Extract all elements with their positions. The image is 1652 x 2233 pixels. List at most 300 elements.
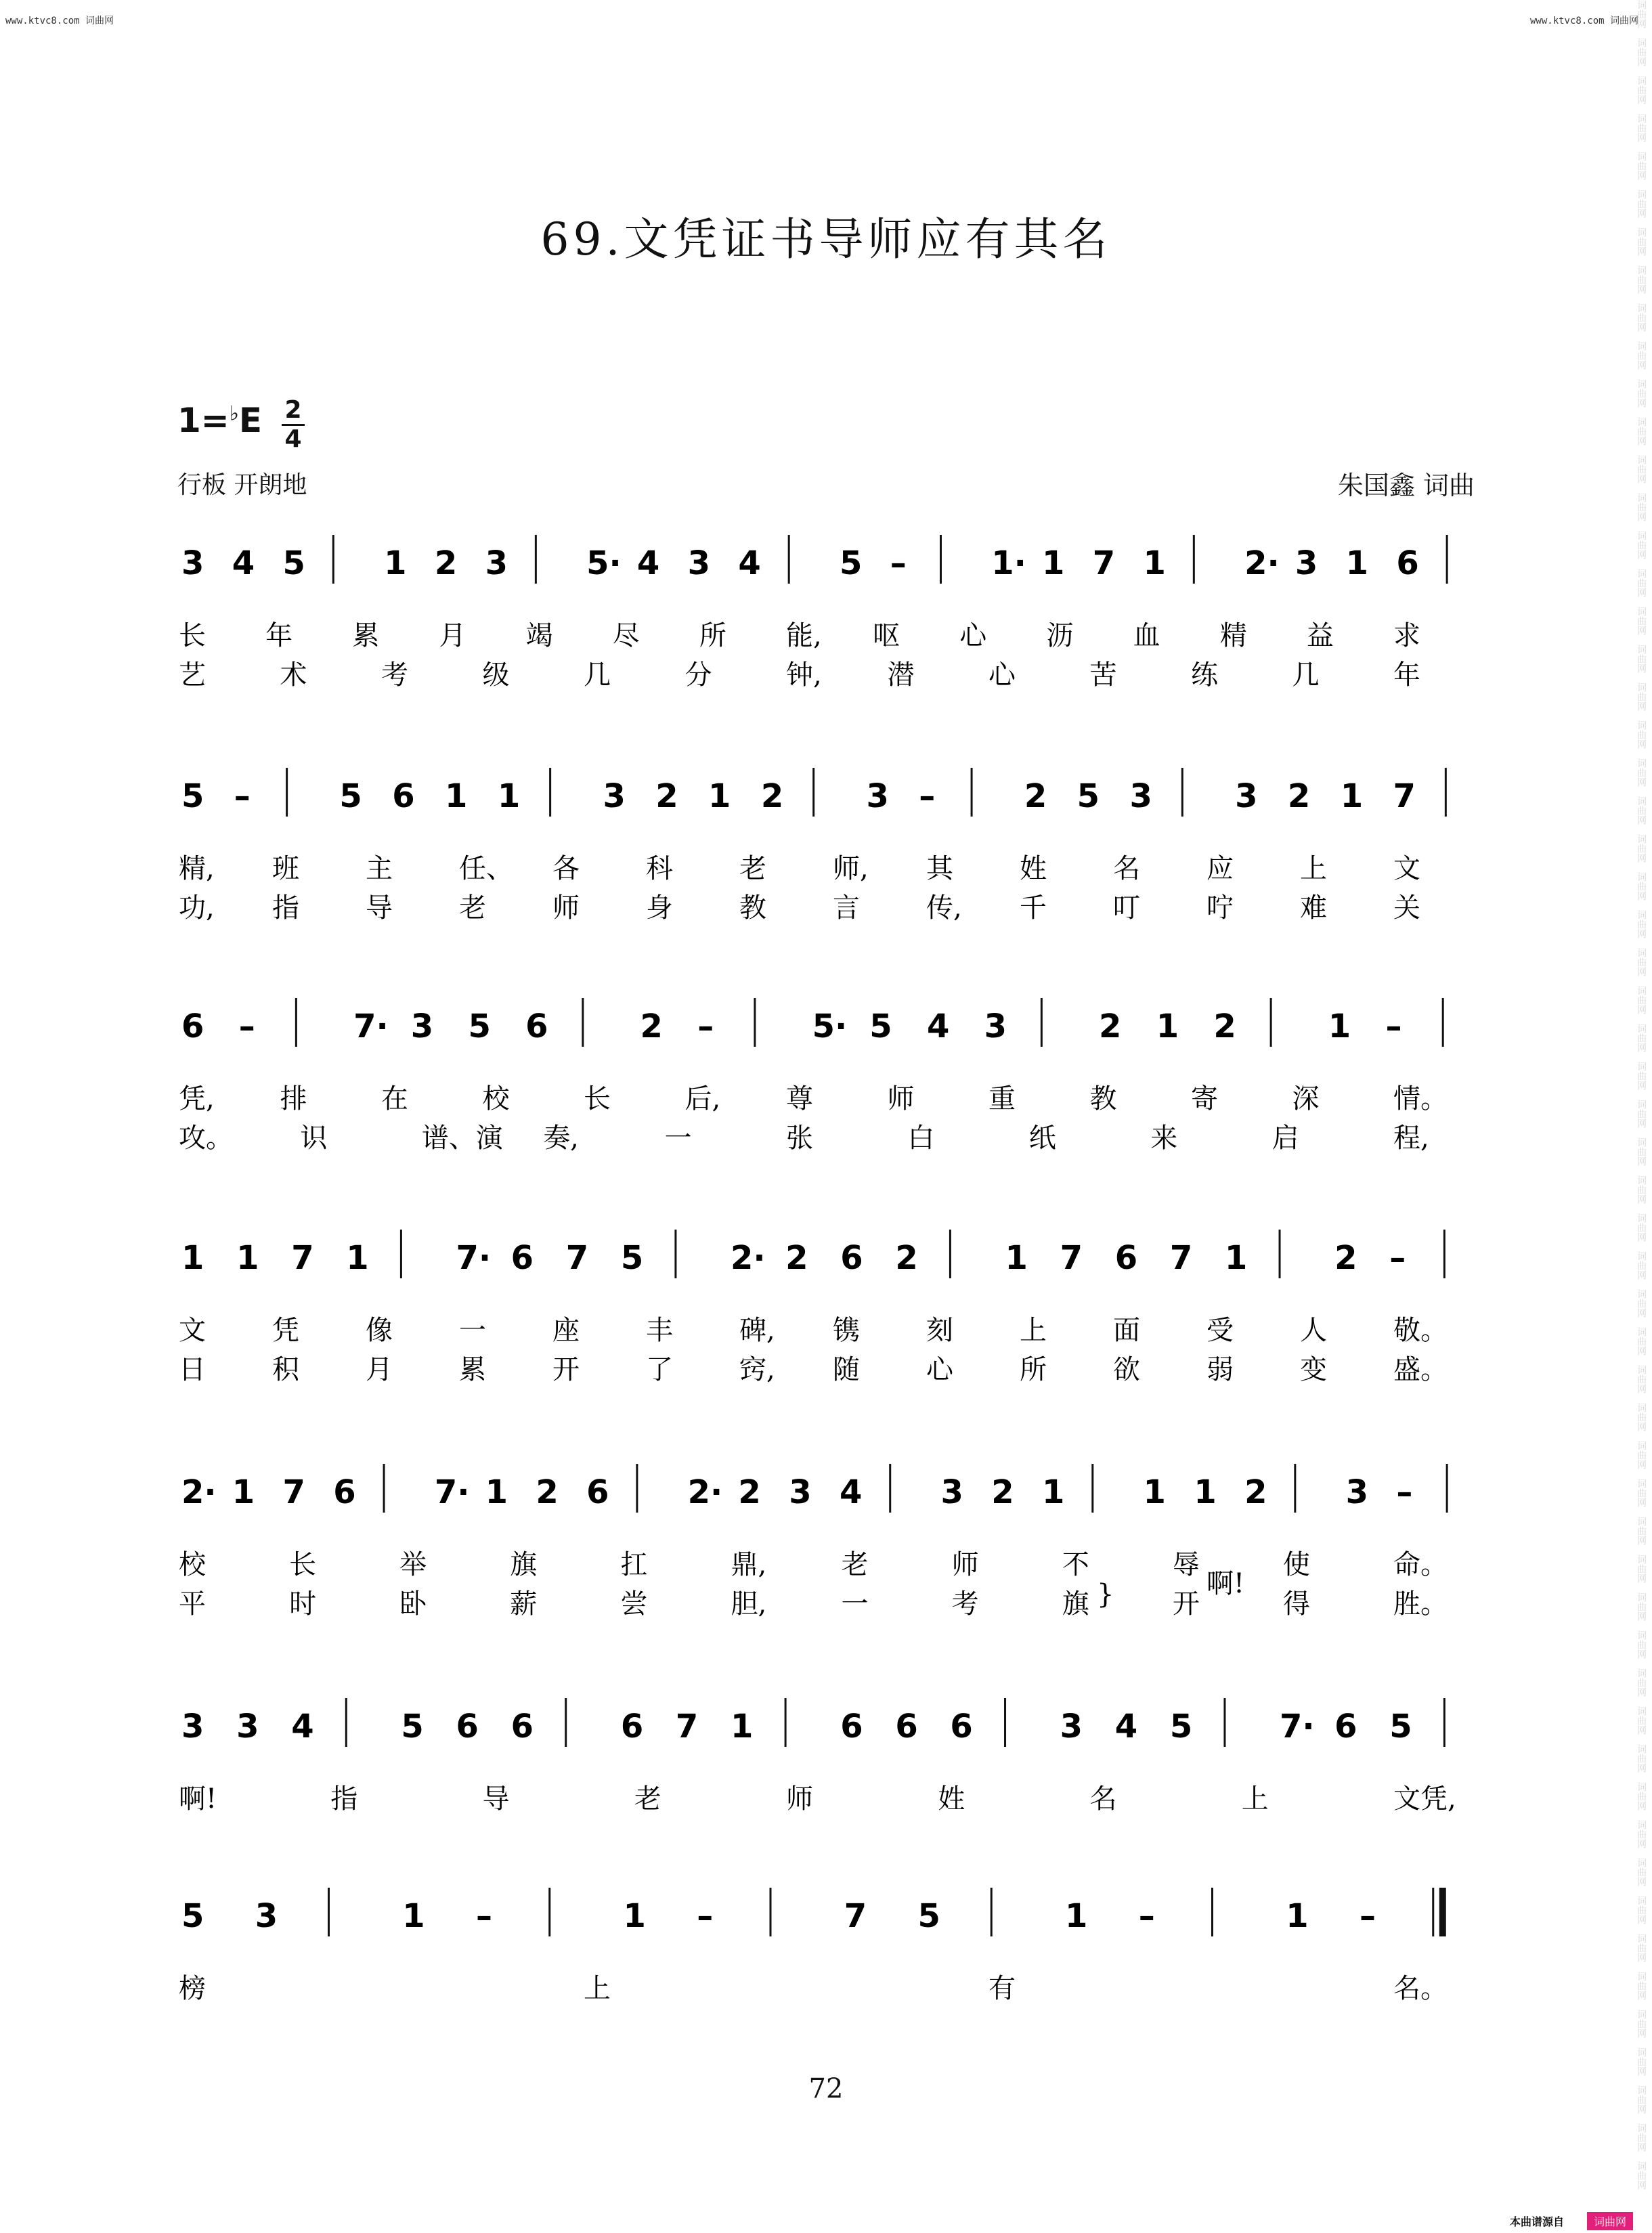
note: 1: [1340, 777, 1364, 815]
note: 3: [984, 1007, 1007, 1045]
lyric-verse2: 叮: [1113, 892, 1140, 924]
note: 3: [236, 1708, 259, 1746]
note: 3: [789, 1473, 812, 1511]
lyric-verse2: 薪: [510, 1588, 538, 1620]
side-watermark-text: 词曲网: [1636, 1289, 1647, 1318]
lyric-verse2: 难: [1300, 892, 1327, 924]
note: 5: [468, 1007, 491, 1045]
note: 1: [1194, 1473, 1217, 1511]
lyric-verse2: 累: [459, 1354, 486, 1385]
side-watermark-text: 词曲网: [1636, 2085, 1647, 2114]
lyric-verse1: 辱: [1172, 1549, 1200, 1580]
lyric-verse1: 长: [584, 1083, 611, 1114]
lyric-verse1: 上: [1020, 1315, 1047, 1346]
lyric-verse2: 一: [841, 1588, 869, 1620]
side-watermark-text: 词曲网: [1636, 227, 1647, 256]
composer-credit: 朱国鑫 词曲: [1337, 471, 1475, 500]
lyric-verse1: 应: [1207, 853, 1234, 884]
side-watermark-text: 词曲网: [1636, 1365, 1647, 1393]
side-watermark-text: 词曲网: [1636, 76, 1647, 104]
lyric-verse1: 情。: [1393, 1083, 1448, 1114]
note: 1: [402, 1897, 425, 1935]
lyric-verse2: 咛: [1207, 892, 1234, 924]
note: 1: [232, 1473, 255, 1511]
lyric-verse1: 月: [439, 620, 466, 651]
note: 3: [1235, 777, 1258, 815]
lyric-verse1: 深: [1292, 1083, 1320, 1114]
lyric-verse2: 练: [1191, 659, 1218, 691]
lyric-verse1: 校: [179, 1549, 206, 1580]
lyric-brace: }: [1097, 1579, 1114, 1610]
note: 3: [866, 777, 889, 815]
side-watermark-text: 词曲网: [1636, 1100, 1647, 1128]
lyric-verse1: 能,: [786, 620, 822, 651]
side-watermark-text: 词曲网: [1636, 1517, 1647, 1545]
note: 5·: [812, 1007, 848, 1045]
note: 1: [1328, 1007, 1351, 1045]
note: 6: [333, 1473, 356, 1511]
side-watermark-text: 词曲网: [1636, 1858, 1647, 1886]
lyric-verse1: 有: [988, 1973, 1016, 2004]
lyric-verse2: 心: [926, 1354, 953, 1385]
side-watermark-text: 词曲网: [1636, 265, 1647, 294]
note: 2: [1334, 1239, 1357, 1277]
note: 1: [1042, 1473, 1065, 1511]
side-watermark-text: 词曲网: [1636, 379, 1647, 408]
lyric-verse1: 举: [399, 1549, 427, 1580]
side-watermark-text: 词曲网: [1636, 1479, 1647, 1507]
note: 7: [1393, 777, 1416, 815]
note: 1: [1345, 544, 1369, 582]
lyric-verse1: 命。: [1393, 1549, 1448, 1580]
note: 2: [655, 777, 678, 815]
lyric-verse1: 排: [280, 1083, 307, 1114]
lyric-verse2: 关: [1393, 892, 1420, 924]
note: 2: [1024, 777, 1047, 815]
note: 7: [675, 1708, 699, 1746]
watermark-top-right: www.ktvc8.com 词曲网: [1529, 16, 1638, 26]
lyric-verse2: 老: [459, 892, 486, 924]
note: 2: [1099, 1007, 1122, 1045]
lyric-verse1: 师,: [833, 853, 869, 884]
side-watermark-text: 词曲网: [1636, 1251, 1647, 1280]
lyric-verse1: 鼎,: [731, 1549, 767, 1580]
note: 7·: [1280, 1708, 1315, 1746]
lyric-verse1: 在: [381, 1083, 408, 1114]
lyric-verse1: 旗: [510, 1549, 538, 1580]
side-watermark-text: 词曲网: [1636, 948, 1647, 976]
note: 2·: [731, 1239, 766, 1277]
lyric-verse1: 老: [841, 1549, 869, 1580]
lyric-verse2: 苦: [1089, 659, 1117, 691]
lyric-verse2: 几: [584, 659, 611, 691]
lyric-verse1: 老: [634, 1783, 661, 1815]
note: 7: [1169, 1239, 1193, 1277]
note: 6: [840, 1239, 863, 1277]
note: 2·: [181, 1473, 217, 1511]
lyric-verse2: 张: [786, 1123, 813, 1154]
side-watermark-text: 词曲网: [1636, 1137, 1647, 1166]
note: 7·: [456, 1239, 492, 1277]
lyric-verse2: 旗: [1062, 1588, 1089, 1620]
note: –: [697, 1897, 714, 1935]
note: 2: [991, 1473, 1014, 1511]
side-watermark-text: 词曲网: [1636, 607, 1647, 635]
side-watermark-text: 词曲网: [1636, 1782, 1647, 1811]
time-signature-top: 2: [284, 396, 302, 424]
lyric-verse1: 敬。: [1393, 1315, 1448, 1346]
note: 7·: [434, 1473, 470, 1511]
note: 4: [232, 544, 255, 582]
lyric-verse1: 名。: [1393, 1973, 1448, 2004]
lyric-verse1: 指: [330, 1783, 358, 1815]
lyric-verse1: 沥: [1046, 620, 1074, 651]
side-watermark-text: 词曲网: [1636, 682, 1647, 711]
side-watermark-text: 词曲网: [1636, 1744, 1647, 1773]
lyric-verse1: 精: [1219, 620, 1247, 651]
lyric-verse2: 考: [951, 1588, 979, 1620]
note: 2: [895, 1239, 918, 1277]
note: 7: [844, 1897, 867, 1935]
lyric-verse2: 导: [366, 892, 393, 924]
lyric-verse1: 所: [699, 620, 726, 651]
note: 3: [181, 1708, 204, 1746]
side-watermark-text: 词曲网: [1636, 341, 1647, 370]
lyric-verse1: 益: [1306, 620, 1334, 651]
lyric-verse2: 欲: [1113, 1354, 1140, 1385]
note: 2·: [687, 1473, 723, 1511]
lyric-verse2: 师: [552, 892, 580, 924]
lyric-verse1: 主: [366, 853, 393, 884]
note: 6: [1334, 1708, 1357, 1746]
lyric-verse1: 班: [272, 853, 299, 884]
note: 1: [445, 777, 468, 815]
note: 1: [181, 1239, 204, 1277]
note: 5: [1077, 777, 1100, 815]
note: 6: [525, 1007, 548, 1045]
page-number: 72: [808, 2073, 844, 2104]
side-watermark-text: 词曲网: [1636, 0, 1647, 28]
lyric-verse2: 考: [381, 659, 408, 691]
side-watermark-text: 词曲网: [1636, 1592, 1647, 1621]
note: –: [1360, 1897, 1376, 1935]
lyric-verse1: 任、: [459, 853, 513, 884]
note: –: [1396, 1473, 1413, 1511]
note: 5: [839, 544, 863, 582]
note: 6: [181, 1007, 204, 1045]
note: 4: [738, 544, 761, 582]
lyric-verse2: 一: [664, 1123, 692, 1154]
lyric-verse1: 师: [786, 1783, 813, 1815]
lyric-verse2: 随: [833, 1354, 860, 1385]
song-title: 69.文凭证书导师应有其名: [540, 213, 1112, 265]
lyric-verse1: 求: [1393, 620, 1420, 651]
note: 6: [510, 1708, 534, 1746]
note: 2: [640, 1007, 663, 1045]
lyric-verse2: 日: [179, 1354, 206, 1385]
note: 7: [291, 1239, 314, 1277]
lyric-verse1: 文凭,: [1393, 1783, 1456, 1815]
lyric-verse1: 镌: [833, 1315, 860, 1346]
lyric-verse1: 受: [1207, 1315, 1234, 1346]
note: 2: [1244, 1473, 1267, 1511]
note: –: [697, 1007, 714, 1045]
lyric-verse2: 了: [646, 1354, 673, 1385]
lyric-verse1: 血: [1133, 620, 1160, 651]
note: 2·: [1244, 544, 1280, 582]
lyric-verse2: 功,: [179, 892, 215, 924]
note: 6: [1114, 1239, 1138, 1277]
note: 3: [485, 544, 508, 582]
lyric-verse2: 积: [272, 1354, 299, 1385]
note: 6: [586, 1473, 609, 1511]
footer-brand: 词曲网: [1587, 2212, 1633, 2230]
side-watermark-text: 词曲网: [1636, 2047, 1647, 2076]
lyric-verse1: 凭: [272, 1315, 299, 1346]
lyric-verse1: 老: [739, 853, 766, 884]
note: 1: [236, 1239, 259, 1277]
note: –: [234, 777, 251, 815]
note: 5: [282, 544, 305, 582]
note: 3: [1345, 1473, 1369, 1511]
note: 7·: [353, 1007, 389, 1045]
lyric-verse1: 尊: [786, 1083, 813, 1114]
note: 4: [926, 1007, 950, 1045]
lyric-verse1: 精,: [179, 853, 215, 884]
lyric-verse2: 所: [1020, 1354, 1047, 1385]
note: 1: [485, 1473, 508, 1511]
note: 3: [940, 1473, 963, 1511]
lyric-verse2: 艺: [179, 659, 206, 691]
side-watermark-text: 词曲网: [1636, 417, 1647, 446]
side-watermark-text: 词曲网: [1636, 1327, 1647, 1356]
note: 1: [708, 777, 731, 815]
lyric-verse2: 变: [1300, 1354, 1327, 1385]
lyric-verse2: 胆,: [731, 1588, 767, 1620]
lyric-verse1: 校: [482, 1083, 510, 1114]
side-watermark-text: 词曲网: [1636, 1820, 1647, 1848]
side-watermark-text: 词曲网: [1636, 720, 1647, 749]
lyric-verse1: 上: [584, 1973, 611, 2004]
note: 4: [636, 544, 660, 582]
side-watermark-text: 词曲网: [1636, 455, 1647, 483]
lyric-aside: 啊!: [1207, 1568, 1245, 1599]
lyric-verse1: 凭,: [179, 1083, 215, 1114]
note: 5: [339, 777, 362, 815]
lyric-verse2: 时: [289, 1588, 317, 1620]
note: 2: [760, 777, 784, 815]
lyric-verse2: 奏,: [543, 1123, 579, 1154]
note: 1: [346, 1239, 369, 1277]
note: 3: [603, 777, 626, 815]
lyric-verse2: 级: [482, 659, 510, 691]
note: 2: [1213, 1007, 1236, 1045]
note: –: [919, 777, 936, 815]
tempo-marking: 行板 开朗地: [177, 471, 307, 499]
note: 1: [731, 1708, 754, 1746]
lyric-verse2: 心: [988, 659, 1016, 691]
lyric-verse2: 术: [280, 659, 307, 691]
lyric-verse1: 导: [482, 1783, 510, 1815]
note: 7: [565, 1239, 589, 1277]
note: 7: [282, 1473, 305, 1511]
lyric-verse1: 心: [959, 620, 987, 651]
lyric-verse2: 言: [833, 892, 860, 924]
lyric-verse2: 月: [366, 1354, 393, 1385]
key-prefix: 1=: [177, 401, 230, 440]
note: 1: [1143, 1473, 1166, 1511]
side-watermark-text: 词曲网: [1636, 303, 1647, 332]
note: –: [890, 544, 907, 582]
lyric-verse2: 传,: [926, 892, 962, 924]
side-watermark-text: 词曲网: [1636, 645, 1647, 673]
lyric-verse1: 后,: [684, 1083, 721, 1114]
note: 1: [1065, 1897, 1088, 1935]
lyric-verse1: 呕: [873, 620, 900, 651]
lyric-verse1: 长: [289, 1549, 317, 1580]
note: 2: [738, 1473, 761, 1511]
lyric-verse2: 分: [684, 659, 712, 691]
note: 6: [620, 1708, 644, 1746]
note: 1: [497, 777, 521, 815]
note: 3: [181, 544, 204, 582]
note: –: [1389, 1239, 1406, 1277]
side-watermark-text: 词曲网: [1636, 2161, 1647, 2190]
lyric-verse1: 各: [552, 853, 580, 884]
lyric-verse2: 攻。: [179, 1123, 233, 1154]
lyric-verse1: 文: [1393, 853, 1420, 884]
note: 3: [255, 1897, 278, 1935]
side-watermark-text: 词曲网: [1636, 38, 1647, 66]
note: 5: [181, 1897, 204, 1935]
lyric-verse1: 年: [265, 620, 293, 651]
note: –: [1138, 1897, 1155, 1935]
lyric-verse1: 名: [1113, 853, 1140, 884]
note: 6: [1396, 544, 1419, 582]
side-watermark-text: 词曲网: [1636, 1403, 1647, 1431]
lyric-verse2: 几: [1292, 659, 1320, 691]
lyric-verse2: 开: [552, 1354, 580, 1385]
lyric-verse1: 教: [1089, 1083, 1117, 1114]
lyric-verse2: 教: [739, 892, 766, 924]
side-watermark-text: 词曲网: [1636, 1630, 1647, 1659]
lyric-verse2: 尝: [620, 1588, 648, 1620]
side-watermark-text: 词曲网: [1636, 1896, 1647, 1924]
note: 5: [620, 1239, 644, 1277]
lyric-verse1: 姓: [938, 1783, 965, 1815]
side-watermark-text: 词曲网: [1636, 758, 1647, 787]
note: 6: [392, 777, 415, 815]
lyric-verse1: 像: [366, 1315, 393, 1346]
note: 5: [1389, 1708, 1412, 1746]
note: 1: [1224, 1239, 1248, 1277]
note: 4: [1114, 1708, 1138, 1746]
side-watermark-text: 词曲网: [1636, 1175, 1647, 1204]
side-watermark-text: 词曲网: [1636, 152, 1647, 180]
lyric-verse1: 名: [1089, 1783, 1117, 1815]
lyric-verse1: 重: [988, 1083, 1016, 1114]
lyric-verse1: 榜: [179, 1973, 206, 2004]
lyric-verse2: 白: [907, 1123, 935, 1154]
side-watermark-text: 词曲网: [1636, 910, 1647, 938]
note: 5: [917, 1897, 940, 1935]
lyric-verse1: 啊!: [179, 1783, 217, 1815]
side-watermark-text: 词曲网: [1636, 114, 1647, 142]
lyric-verse1: 一: [459, 1315, 486, 1346]
side-watermark-text: 词曲网: [1636, 2123, 1647, 2152]
lyric-verse2: 得: [1282, 1588, 1310, 1620]
note: 3: [1129, 777, 1152, 815]
note: 1: [623, 1897, 646, 1935]
lyric-verse2: 平: [179, 1588, 206, 1620]
lyric-verse1: 长: [179, 620, 206, 651]
note: –: [476, 1897, 492, 1935]
note: 7: [1060, 1239, 1083, 1277]
note: –: [1385, 1007, 1402, 1045]
lyric-verse2: 年: [1393, 659, 1420, 691]
lyric-verse2: 身: [646, 892, 673, 924]
lyric-verse1: 碑,: [739, 1315, 775, 1346]
note: 6: [840, 1708, 863, 1746]
side-watermark-text: 词曲网: [1636, 986, 1647, 1014]
note: 5: [181, 777, 204, 815]
lyric-verse1: 文: [179, 1315, 206, 1346]
note: 4: [839, 1473, 863, 1511]
note: 1: [1156, 1007, 1179, 1045]
lyric-verse1: 师: [887, 1083, 915, 1114]
lyric-verse2: 弱: [1207, 1354, 1234, 1385]
note: 2: [434, 544, 458, 582]
side-watermark-text: 词曲网: [1636, 569, 1647, 597]
side-watermark-text: 词曲网: [1636, 493, 1647, 521]
note: –: [238, 1007, 255, 1045]
lyric-verse1: 人: [1300, 1315, 1327, 1346]
note: 6: [950, 1708, 973, 1746]
side-watermark-text: 词曲网: [1636, 190, 1647, 218]
note: 3: [687, 544, 711, 582]
note: 1: [384, 544, 407, 582]
flat-sign: ♭: [229, 402, 239, 426]
side-watermark-text: 词曲网: [1636, 1441, 1647, 1469]
lyric-verse1: 寄: [1191, 1083, 1218, 1114]
lyric-verse2: 程,: [1393, 1123, 1429, 1154]
time-signature-bottom: 4: [284, 425, 302, 453]
lyric-verse1: 丰: [646, 1315, 673, 1346]
lyric-verse1: 座: [552, 1315, 580, 1346]
note: 6: [510, 1239, 534, 1277]
lyric-verse2: 窍,: [739, 1354, 775, 1385]
side-watermark-text: 词曲网: [1636, 1213, 1647, 1242]
side-watermark-text: 词曲网: [1636, 796, 1647, 825]
lyric-verse2: 钟,: [786, 659, 822, 691]
side-watermark-text: 词曲网: [1636, 1062, 1647, 1090]
lyric-verse2: 潜: [887, 659, 915, 691]
lyric-verse1: 其: [926, 853, 953, 884]
lyric-verse2: 来: [1150, 1123, 1178, 1154]
note: 6: [456, 1708, 479, 1746]
note: 3: [1060, 1708, 1083, 1746]
lyric-verse1: 姓: [1020, 853, 1047, 884]
note: 4: [291, 1708, 314, 1746]
side-watermark-text: 词曲网: [1636, 2010, 1647, 2038]
note: 2: [536, 1473, 559, 1511]
note: 5·: [586, 544, 622, 582]
note: 5: [869, 1007, 892, 1045]
lyric-verse1: 竭: [525, 620, 553, 651]
side-watermark-text: 词曲网: [1636, 1024, 1647, 1052]
note: 2: [1287, 777, 1311, 815]
side-watermark-text: 词曲网: [1636, 1706, 1647, 1735]
